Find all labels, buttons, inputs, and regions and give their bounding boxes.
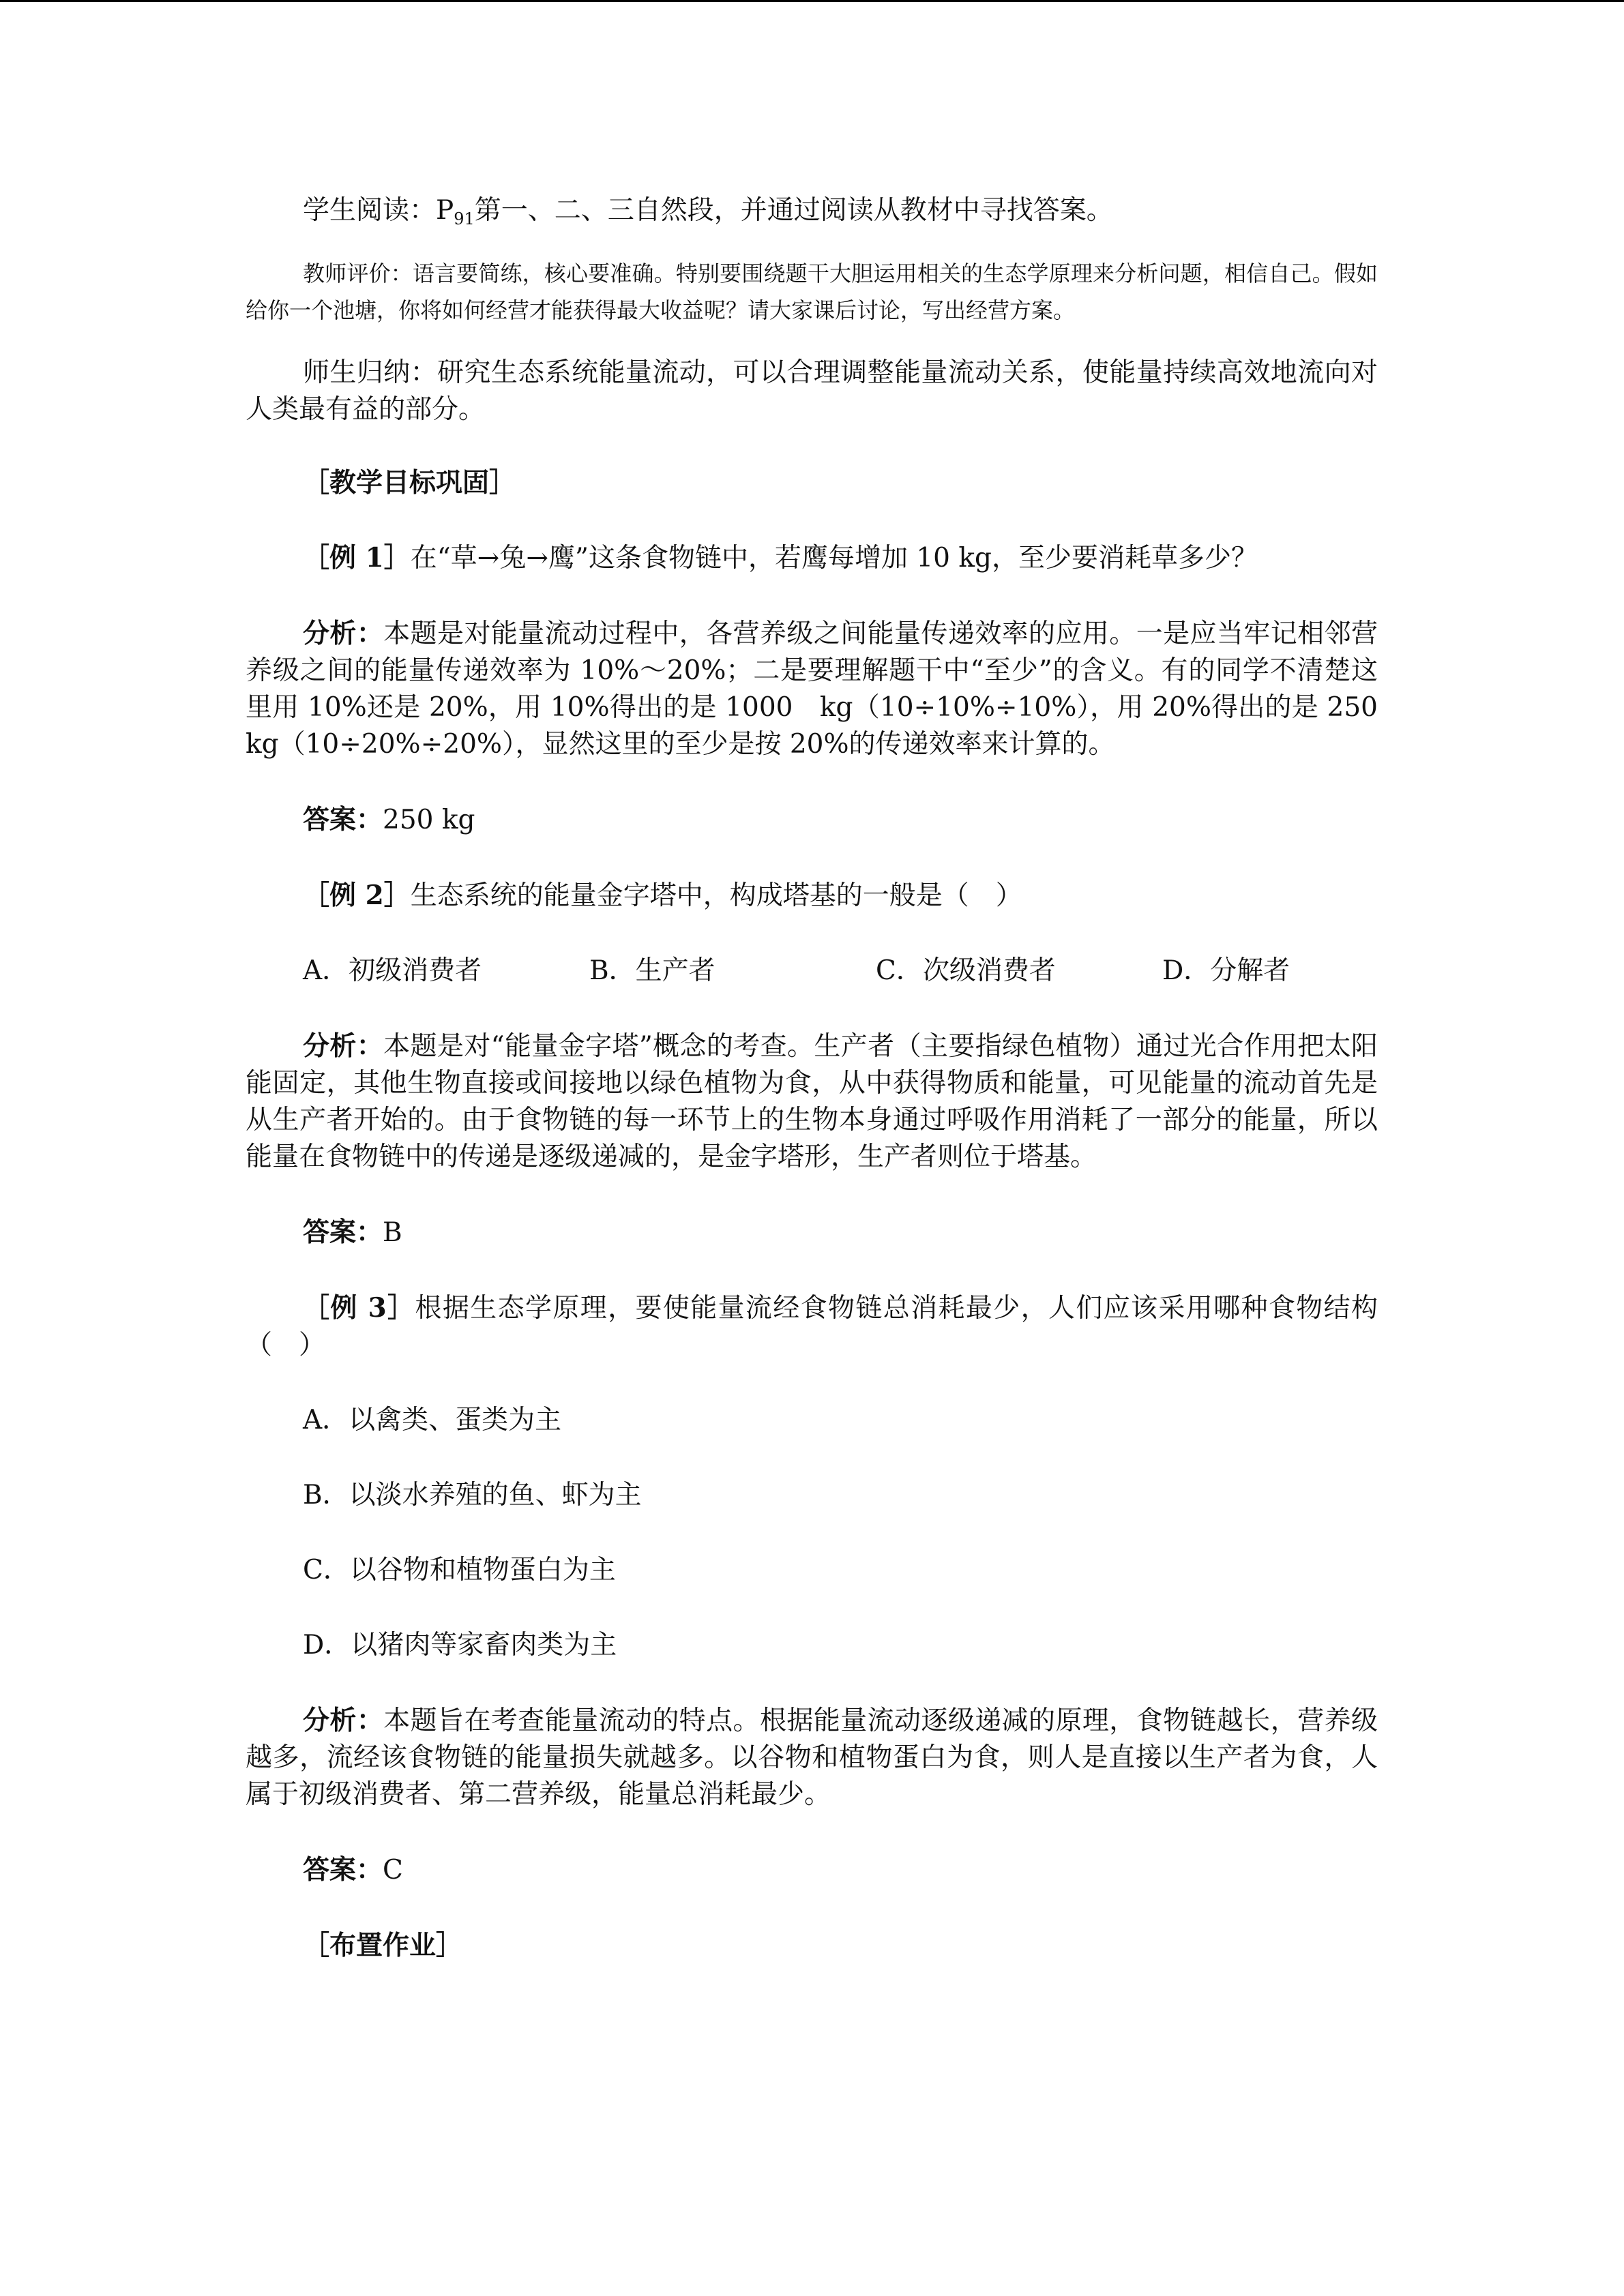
example-3-answer-text: C [383,1855,403,1885]
example-2-options [246,953,1378,989]
example-1-analysis [246,615,1378,763]
example-1-answer-text: 250 kg [383,805,475,835]
example-3-question [246,1289,1378,1364]
example-2-label: ［例 2］ [303,880,411,911]
example-2-answer [246,1214,1378,1251]
student-reading-paragraph [246,192,1378,229]
section-heading-consolidation: ［教学目标巩固］ [303,467,516,498]
summary-paragraph: 师生归纳：研究生态系统能量流动，可以合理调整能量流动关系，使能量持续高效地流向对人类最有益的部分。 [246,357,1378,425]
example-3-option-d: D．以猪肉等家畜肉类为主 [303,1630,617,1660]
example-3-answer [246,1851,1378,1889]
example-2-question-text: 生态系统的能量金字塔中，构成塔基的一般是（ ） [410,880,1022,911]
example-2-analysis-label: 分析： [303,1030,384,1062]
teacher-evaluation-paragraph: 教师评价：语言要简练，核心要准确。特别要围绕题干大胆运用相关的生态学原理来分析问题，相信自己。假如给你一个池塘，你将如何经营才能获得最大收益呢？请大家课后讨论，写出经营方案。 [246,260,1378,323]
example-2-answer-text: B [383,1217,402,1248]
example-3-option-b: B．以淡水养殖的鱼、虾为主 [303,1480,642,1510]
top-border-line [0,0,1624,2]
example-1-question [246,539,1378,577]
section-heading-homework: ［布置作业］ [303,1930,463,1961]
example-2-option-b: B．生产者 [589,955,715,986]
example-2-analysis-text: 本题是对“能量金字塔”概念的考查。生产者（主要指绿色植物）通过光合作用把太阳能固定，其他生物直接或间接地以绿色植物为食，从中获得物质和能量，可见能量的流动首先是从生产者开始的。由于食物链的每一环节上的生物本身通过呼吸作用消耗了一部分的能量，所以能量在食物链中的传递是逐级递减的，是金字塔形，生产者则位于塔基。 [246,1031,1378,1172]
reading-page-subscript: 91 [454,209,475,228]
example-2-option-c: C．次级消费者 [876,955,1056,986]
example-3-analysis-text: 本题旨在考查能量流动的特点。根据能量流动逐级递减的原理，食物链越长，营养级越多，流经该食物链的能量损失就越多。以谷物和植物蛋白为食，则人是直接以生产者为食，人属于初级消费者、第二营养级，能量总消耗最少。 [246,1705,1378,1810]
example-3-analysis-label: 分析： [303,1705,384,1736]
example-3-option-c: C．以谷物和植物蛋白为主 [303,1555,616,1585]
document-page [246,192,1378,1964]
example-2-answer-label: 答案： [303,1217,383,1248]
example-1-answer-label: 答案： [303,804,383,835]
reading-text-post: 第一、二、三自然段，并通过阅读从教材中寻找答案。 [474,195,1113,226]
example-2-question [246,877,1378,914]
example-3-answer-label: 答案： [303,1854,383,1885]
reading-text-pre: 学生阅读：P [303,195,454,226]
example-3-option-a: A．以禽类、蛋类为主 [303,1405,562,1435]
example-2-option-a: A．初级消费者 [303,955,482,986]
example-1-analysis-label: 分析： [303,618,384,649]
example-1-label: ［例 1］ [303,542,411,573]
example-1-analysis-text: 本题是对能量流动过程中，各营养级之间能量传递效率的应用。一是应当牢记相邻营养级之间的能量传递效率为 10%～20%；二是要理解题干中“至少”的含义。有的同学不清楚这里用 10%还是 20%，用 10%得出的是 1000 kg（10÷10%÷10%），用 20%得出的是 250 kg（10÷20%÷20%），显然这里的至少是按 20%的传递效率来计算的。 [246,618,1378,760]
example-3-question-text: 根据生态学原理，要使能量流经食物链总消耗最少，人们应该采用哪种食物结构（ ） [246,1293,1378,1360]
example-1-question-text: 在“草→兔→鹰”这条食物链中，若鹰每增加 10 kg，至少要消耗草多少？ [410,543,1258,573]
example-2-analysis [246,1028,1378,1176]
example-2-option-d: D．分解者 [1162,955,1290,986]
example-3-label: ［例 3］ [303,1292,415,1324]
example-3-analysis [246,1702,1378,1813]
example-1-answer [246,801,1378,839]
